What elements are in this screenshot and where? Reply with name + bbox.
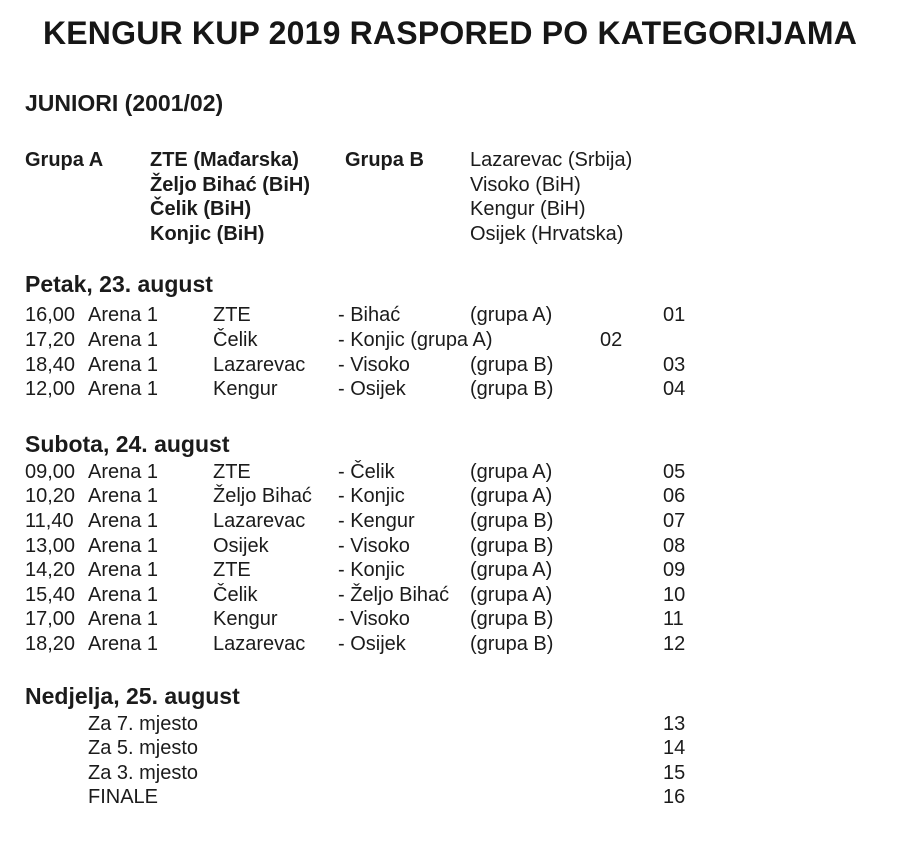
match-row [0,607,900,632]
match-away-team: - Osijek [338,632,406,655]
match-home-team: ZTE [213,460,251,483]
group-b-team: Kengur (BiH) [470,198,586,221]
final-row [0,736,900,761]
match-group: (grupa B) [470,608,554,631]
match-venue: Arena 1 [88,534,159,557]
match-number: 01 [663,304,686,327]
match-venue: Arena 1 [88,583,159,606]
match-number: 03 [663,353,686,376]
match-home-team: Čelik [213,583,258,606]
page-title: KENGUR KUP 2019 RASPORED PO KATEGORIJAMA [42,15,858,51]
match-away-team: - Visoko [338,608,410,631]
group-b-team: Visoko (BiH) [470,173,581,196]
match-time: 11,40 [25,509,74,532]
group-a-team-list [150,148,345,246]
match-venue: Arena 1 [88,378,159,401]
match-number: 06 [663,485,686,508]
sunday-match-list [0,712,900,810]
match-number: 16 [663,786,686,809]
match-number: 10 [663,583,686,606]
final-label: FINALE [88,786,159,809]
match-time: 09,00 [25,460,76,483]
category-heading: JUNIORI (2001/02) [25,90,224,116]
match-number: 12 [663,632,686,655]
match-group: (grupa A) [470,583,553,606]
match-venue: Arena 1 [88,632,159,655]
groups-section [0,148,900,246]
match-row [0,632,900,657]
match-home-team: Lazarevac [213,632,306,655]
match-time: 10,20 [25,485,76,508]
final-row [0,712,900,737]
group-a-label: Grupa A [25,149,104,171]
final-label: Za 7. mjesto [88,712,199,735]
match-home-team: Osijek [213,534,269,557]
match-away-team: - Kengur [338,509,415,532]
group-b-team: Lazarevac (Srbija) [470,149,633,171]
match-home-team: Kengur [213,608,278,631]
final-label: Za 5. mjesto [88,737,199,760]
match-number: 11 [663,608,684,631]
final-row [0,761,900,786]
match-time: 12,00 [25,378,76,401]
match-group: (grupa B) [470,534,554,557]
day-heading-friday: Petak, 23. august [25,271,213,298]
match-time: 14,20 [25,559,76,582]
match-group: (grupa B) [470,353,554,376]
match-venue: Arena 1 [88,328,159,351]
match-number: 09 [663,559,686,582]
day-heading-saturday: Subota, 24. august [25,430,230,457]
day-heading-sunday: Nedjelja, 25. august [25,682,240,709]
group-a-team: Čelik (BiH) [150,198,252,221]
match-time: 17,20 [25,328,76,351]
match-away-team: - Visoko [338,353,410,376]
match-group: (grupa A) [470,485,553,508]
match-home-team: Kengur [213,378,278,401]
match-away-team: - Visoko [338,534,410,557]
match-number: 02 [600,328,623,351]
match-number: 15 [663,761,686,784]
group-a-team: ZTE (Mađarska) [150,149,299,171]
match-group: (grupa B) [470,378,554,401]
match-number: 04 [663,378,686,401]
match-venue: Arena 1 [88,509,159,532]
friday-match-list [0,303,900,401]
match-row [0,509,900,534]
match-away-team: - Željo Bihać [338,583,450,606]
match-home-team: Čelik [213,328,258,351]
match-venue: Arena 1 [88,559,159,582]
match-row [0,353,900,378]
match-number: 08 [663,534,686,557]
match-number: 07 [663,509,686,532]
match-venue: Arena 1 [88,304,159,327]
group-b-label: Grupa B [345,149,424,171]
match-home-team: Lazarevac [213,509,306,532]
match-away-team: - Osijek [338,378,406,401]
saturday-match-list [0,460,900,657]
match-row [0,377,900,402]
match-row [0,484,900,509]
match-time: 16,00 [25,304,76,327]
match-row [0,558,900,583]
match-home-team: Lazarevac [213,353,306,376]
match-row [0,583,900,608]
match-away-team: - Konjic [338,485,405,508]
match-row [0,534,900,559]
match-row [0,303,900,328]
match-group: (grupa B) [470,509,554,532]
match-row [0,328,900,353]
match-home-team: ZTE [213,559,251,582]
match-number: 14 [663,737,686,760]
match-venue: Arena 1 [88,608,159,631]
match-time: 18,20 [25,632,76,655]
match-away-team: - Bihać [338,304,401,327]
match-venue: Arena 1 [88,460,159,483]
match-group: (grupa A) [470,559,553,582]
match-home-team: ZTE [213,304,251,327]
match-away-team: - Čelik [338,460,395,483]
match-away-team: - Konjic [338,559,405,582]
match-time: 18,40 [25,353,76,376]
match-group: (grupa B) [470,632,554,655]
group-b-team-list [470,148,900,246]
match-time: 17,00 [25,608,76,631]
final-label: Za 3. mjesto [88,761,199,784]
group-a-team: Željo Bihać (BiH) [150,173,311,196]
match-time: 15,40 [25,583,76,606]
match-group: (grupa A) [470,304,553,327]
match-group: (grupa A) [470,460,553,483]
match-venue: Arena 1 [88,353,159,376]
match-number: 05 [663,460,686,483]
final-row [0,785,900,810]
group-b-team: Osijek (Hrvatska) [470,222,624,245]
match-home-team: Željo Bihać [213,485,312,508]
match-venue: Arena 1 [88,485,159,508]
match-away-team: - Konjic (grupa A) [338,328,493,351]
match-number: 13 [663,712,686,735]
group-a-team: Konjic (BiH) [150,222,265,245]
match-time: 13,00 [25,534,76,557]
match-row [0,460,900,485]
